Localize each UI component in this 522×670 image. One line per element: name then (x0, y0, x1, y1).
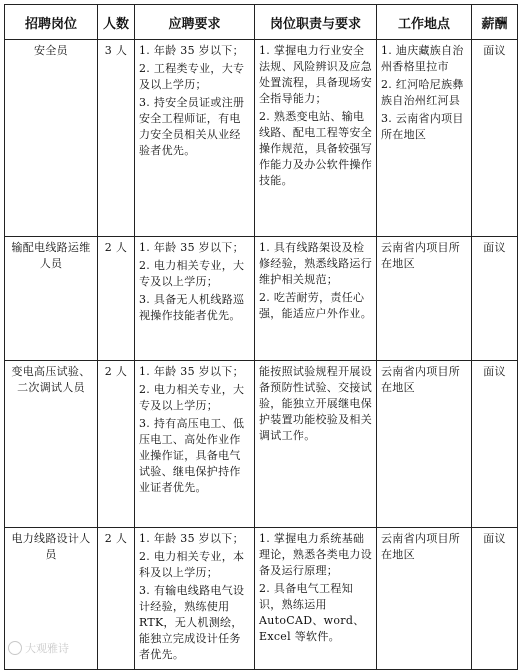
duties-cell (255, 528, 377, 670)
position-cell: 变电高压试验、二次调试人员 (5, 361, 98, 528)
table-row (5, 361, 518, 528)
duty-item: 2. 具备电气工程知识，熟练运用 AutoCAD、word、Excel 等软件。 (259, 582, 365, 643)
requirement-item: 2. 电力相关专业，大专及以上学历； (139, 383, 245, 412)
header-count: 人数 (98, 5, 135, 40)
duty-item: 1. 具有线路架设及检修经验，熟悉线路运行维护相关规范； (259, 241, 372, 286)
table-row (5, 237, 518, 361)
count-cell: 2 人 (98, 528, 135, 670)
duty-item: 1. 掌握电力行业安全法规、风险辨识及应急处置流程，具备现场安全指导能力； (259, 44, 372, 105)
duty-item: 2. 吃苦耐劳，责任心强，能适应户外作业。 (259, 291, 372, 320)
duty-item: 2. 熟悉变电站、输电线路、配电工程等安全操作规范，具备较强写作能力及办公软件操作技能。 (259, 110, 372, 187)
table-row (5, 40, 518, 237)
position-cell: 电力线路设计人员 (5, 528, 98, 670)
duties-cell (255, 361, 377, 528)
requirements-cell (135, 361, 255, 528)
requirement-item: 1. 年龄 35 岁以下； (139, 44, 244, 57)
requirement-item: 2. 电力相关专业，本科及以上学历； (139, 550, 245, 579)
requirements-cell (135, 40, 255, 237)
duties-cell (255, 40, 377, 237)
duty-item: 1. 掌握电力系统基础理论，熟悉各类电力设备及运行原理； (259, 532, 372, 577)
table-row (5, 528, 518, 670)
location-cell (377, 361, 472, 528)
header-duties: 岗位职责与要求 (255, 5, 377, 40)
requirement-item: 1. 年龄 35 岁以下； (139, 241, 244, 254)
location-cell (377, 40, 472, 237)
position-cell: 输配电线路运维人员 (5, 237, 98, 361)
header-requirements: 应聘要求 (135, 5, 255, 40)
location-cell (377, 528, 472, 670)
salary-cell: 面议 (472, 40, 518, 237)
requirement-item: 3. 具备无人机线路巡视操作技能者优先。 (139, 293, 245, 322)
position-cell: 安全员 (5, 40, 98, 237)
location-item: 云南省内项目所在地区 (381, 532, 461, 561)
count-cell: 2 人 (98, 361, 135, 528)
salary-cell: 面议 (472, 361, 518, 528)
logo-icon (8, 641, 22, 655)
header-position: 招聘岗位 (5, 5, 98, 40)
location-cell (377, 237, 472, 361)
watermark-text: 大观雅诗 (25, 642, 69, 655)
count-cell: 2 人 (98, 237, 135, 361)
header-location: 工作地点 (377, 5, 472, 40)
location-item: 云南省内项目所在地区 (381, 365, 461, 394)
requirement-item: 3. 持安全员证或注册安全工程师证，有电力安全员相关从业经验者优先。 (139, 96, 245, 157)
location-item: 云南省内项目所在地区 (381, 241, 461, 270)
requirement-item: 3. 持有高压电工、低压电工、高处作业作业操作证，具备电气试验、继电保护持作业证者优先。 (139, 417, 245, 494)
duties-cell (255, 237, 377, 361)
location-item: 1. 迪庆藏族自治州香格里拉市 (381, 44, 464, 73)
header-salary: 薪酬 (472, 5, 518, 40)
count-cell: 3 人 (98, 40, 135, 237)
salary-cell: 面议 (472, 528, 518, 670)
recruitment-table (4, 4, 518, 670)
requirement-item: 2. 电力相关专业，大专及以上学历； (139, 259, 245, 288)
location-item: 3. 云南省内项目所在地区 (381, 112, 464, 141)
header-row (5, 5, 518, 40)
requirements-cell (135, 528, 255, 670)
requirement-item: 3. 有输电线路电气设计经验，熟练使用 RTK，无人机测绘，能独立完成设计任务者优先。 (139, 584, 245, 661)
requirement-item: 1. 年龄 35 岁以下； (139, 365, 244, 378)
duty-item: 能按照试验规程开展设备预防性试验、交接试验，能独立开展继电保护装置功能校验及相关调试工作。 (259, 365, 372, 442)
watermark (8, 640, 69, 656)
location-item: 2. 红河哈尼族彝族自治州红河县 (381, 78, 464, 107)
requirement-item: 2. 工程类专业，大专及以上学历； (139, 62, 245, 91)
requirement-item: 1. 年龄 35 岁以下； (139, 532, 244, 545)
salary-cell: 面议 (472, 237, 518, 361)
requirements-cell (135, 237, 255, 361)
